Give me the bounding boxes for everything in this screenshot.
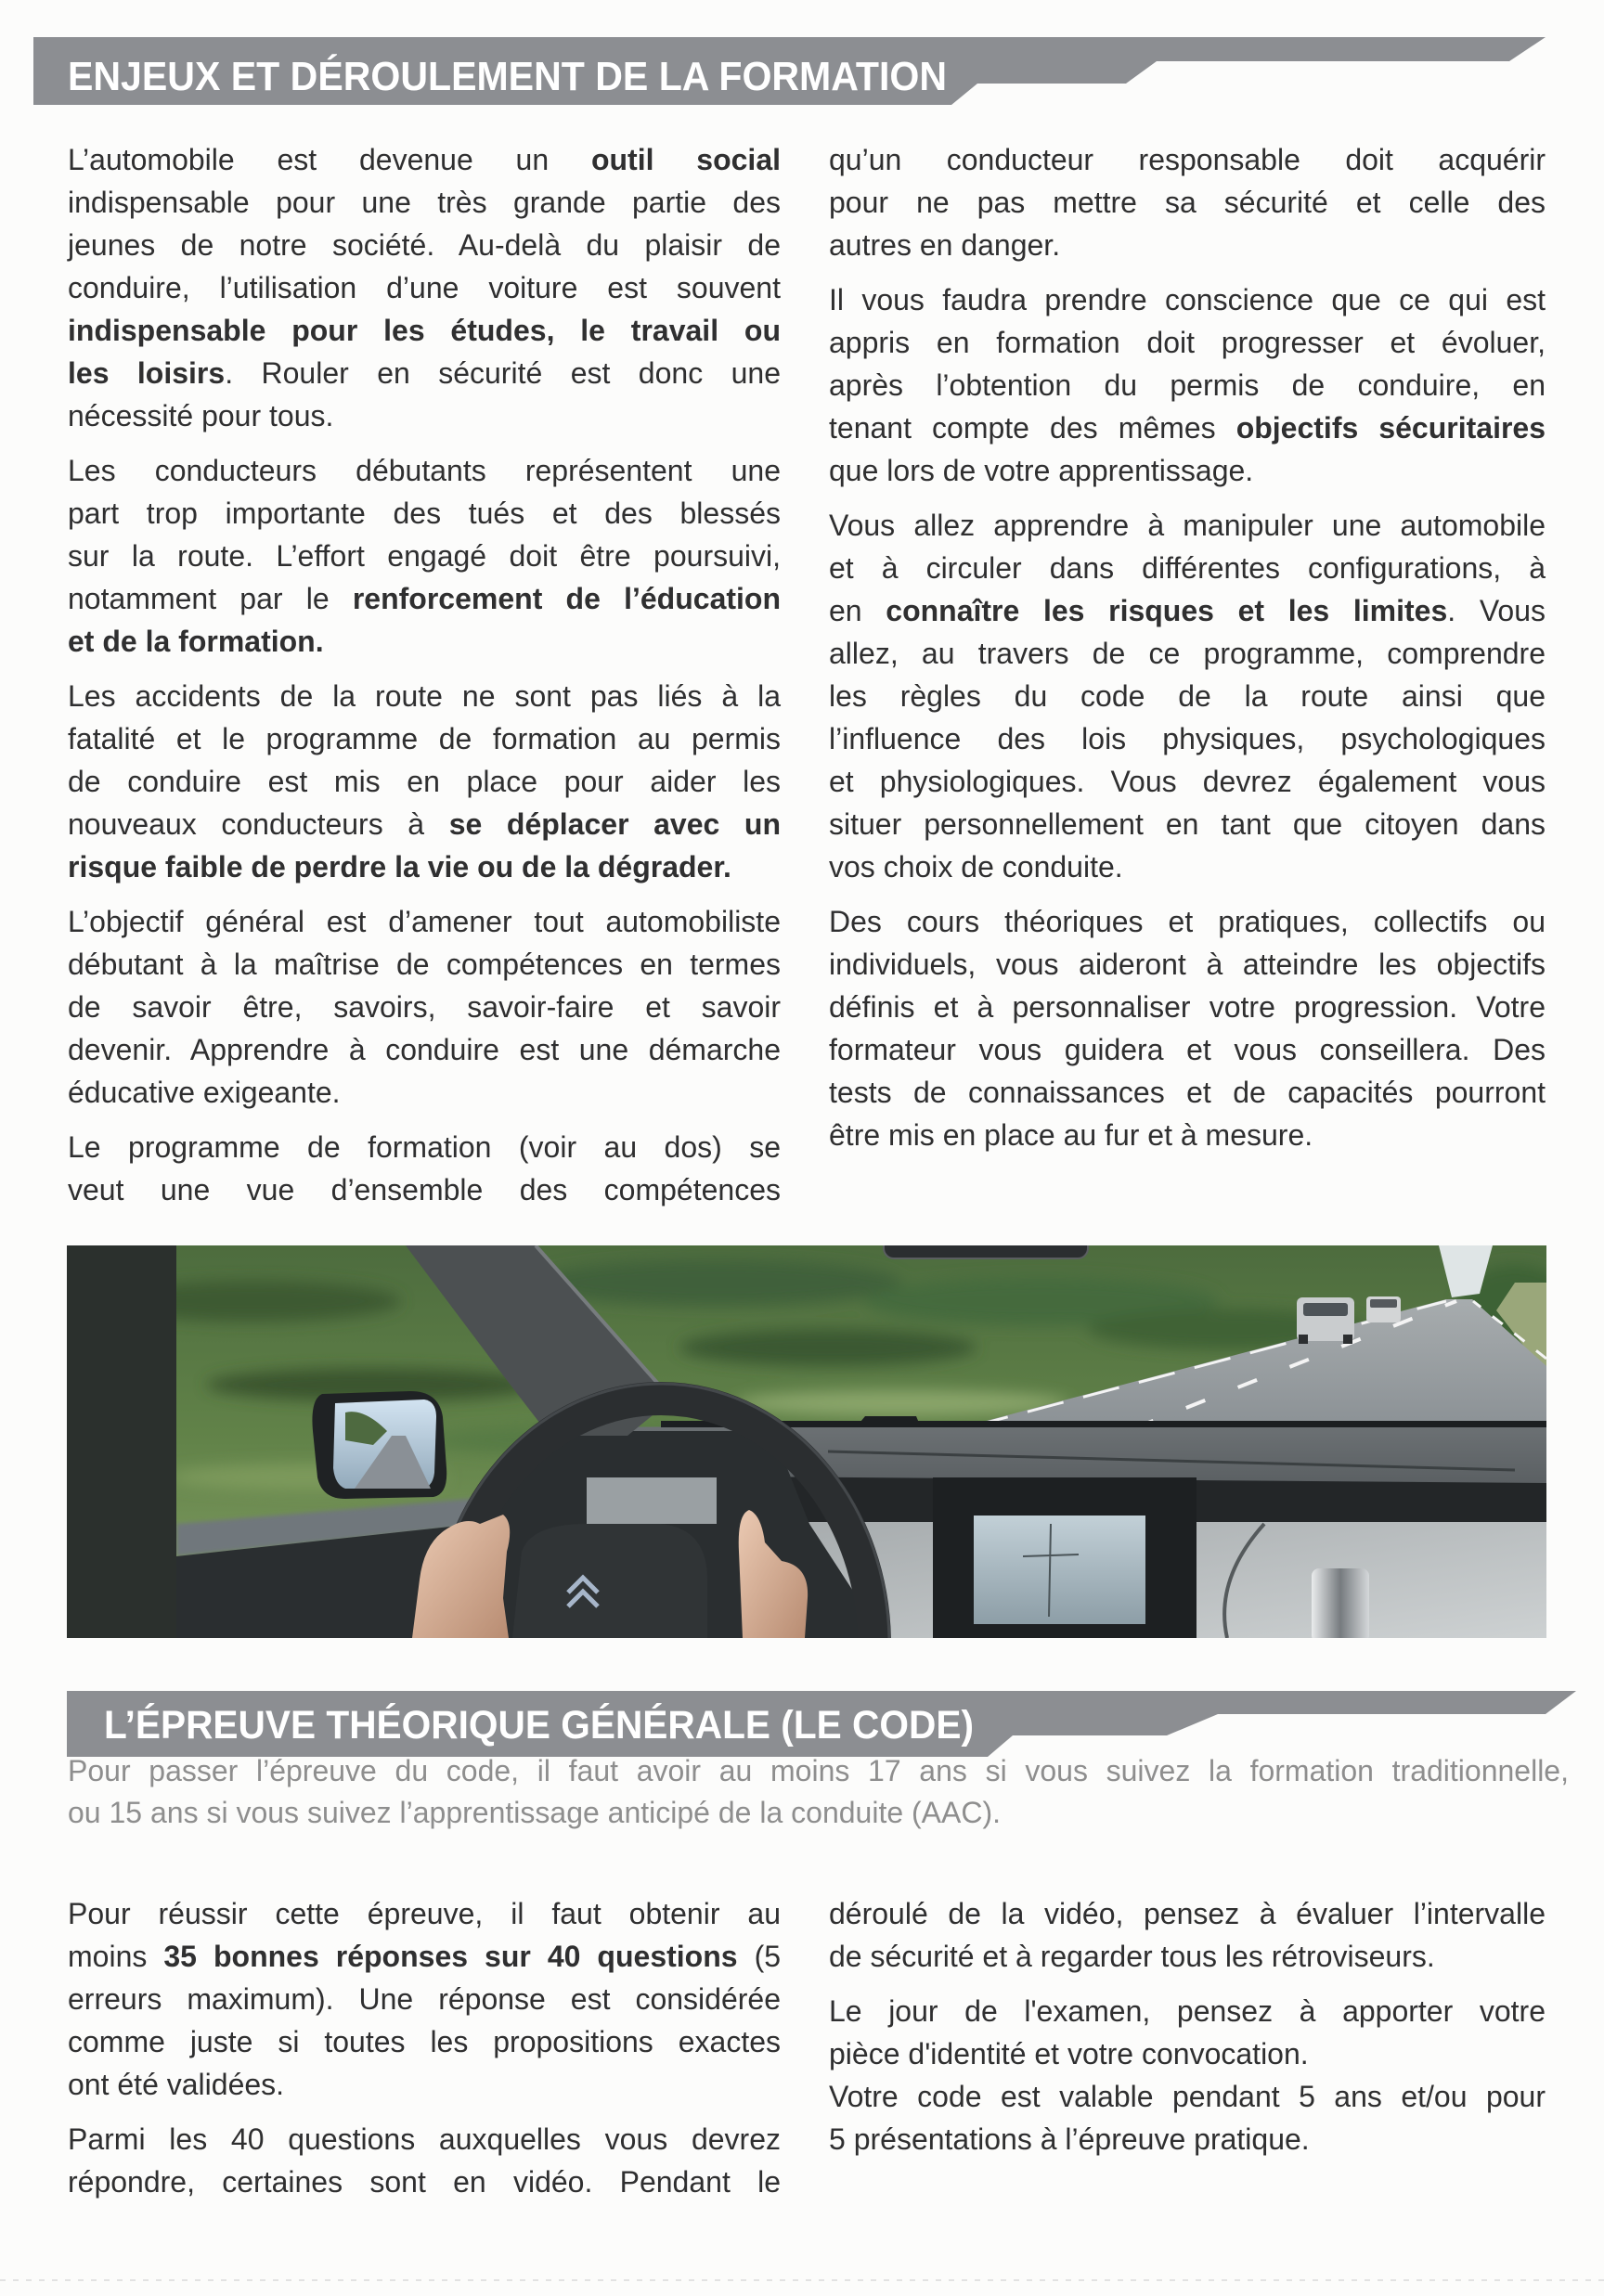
text-line <box>829 138 1546 181</box>
bold-text: se déplacer avec un <box>448 807 781 841</box>
text-line <box>829 181 1546 224</box>
text-line-content <box>68 803 781 845</box>
text-line-content <box>68 675 781 717</box>
text-line <box>68 535 781 577</box>
bold-text: et de la formation. <box>68 625 324 658</box>
text-line <box>68 675 781 717</box>
text-line <box>829 2075 1546 2118</box>
text-segment: appris en formation doit progresser et évoluer, <box>829 326 1546 359</box>
text-line <box>829 803 1546 845</box>
text-line-content <box>829 717 1546 760</box>
text-line <box>68 1792 1569 1834</box>
text-line <box>68 352 781 394</box>
paragraph <box>68 2118 781 2203</box>
text-line <box>829 1028 1546 1071</box>
text-segment: Des cours théoriques et pratiques, collectifs ou <box>829 905 1546 938</box>
text-line <box>829 760 1546 803</box>
text-line <box>829 632 1546 675</box>
text-line <box>829 1071 1546 1114</box>
text-line <box>68 986 781 1028</box>
text-segment: après l’obtention du permis de conduire, en <box>829 368 1546 402</box>
text-line <box>68 1126 781 1168</box>
text-line-content <box>829 986 1546 1028</box>
text-line <box>68 2020 781 2063</box>
text-line-content <box>829 675 1546 717</box>
side-mirror <box>312 1391 446 1499</box>
text-line-content <box>68 2161 781 2203</box>
text-line-content <box>68 900 781 943</box>
text-segment: qu’un conducteur responsable doit acquérir <box>829 143 1546 176</box>
bold-text: outil social <box>590 143 782 176</box>
text-line <box>68 900 781 943</box>
text-segment: comme juste si toutes les propositions exactes <box>68 2025 781 2058</box>
section-intro <box>68 1750 1569 1834</box>
column-left <box>68 1892 781 2203</box>
text-segment: erreurs maximum). Une réponse est considérée <box>68 1982 781 2016</box>
text-line <box>829 675 1546 717</box>
text-segment: de sécurité et à regarder tous les rétroviseurs. <box>829 1940 1435 1973</box>
instrument-cluster <box>587 1477 717 1524</box>
text-segment: Parmi les 40 questions auxquelles vous devrez <box>68 2122 781 2156</box>
text-segment: Pour réussir cette épreuve, il faut obtenir au <box>68 1897 781 1930</box>
text-segment: notamment par le <box>68 582 353 615</box>
bold-text: renforcement de l’éducation <box>352 582 781 615</box>
text-line <box>68 2161 781 2203</box>
bold-text: connaître les risques et les limites <box>886 594 1448 627</box>
text-segment: jeunes de notre société. Au-delà du plaisir de <box>68 228 781 262</box>
section-banner-enjeux <box>0 0 1604 121</box>
text-line-content <box>68 1978 781 2020</box>
text-line-content <box>829 321 1546 364</box>
text-line <box>68 1168 781 1211</box>
paragraph <box>829 138 1546 266</box>
text-segment: répondre, certaines sont en vidéo. Pendant le <box>68 2165 781 2199</box>
text-line-content <box>68 943 781 986</box>
text-segment: nécessité pour tous. <box>68 399 334 432</box>
text-line-content <box>829 632 1546 675</box>
text-segment: vos choix de conduite. <box>829 850 1123 884</box>
rearview-mirror <box>884 1245 1088 1258</box>
text-line <box>68 1071 781 1114</box>
text-line <box>829 1935 1546 1978</box>
text-segment: allez, au travers de ce programme, comprendre <box>829 637 1546 670</box>
text-line-content <box>829 181 1546 224</box>
section-title: ENJEUX ET DÉROULEMENT DE LA FORMATION <box>68 54 1010 99</box>
text-line-content <box>829 943 1546 986</box>
paragraph <box>68 1892 781 2106</box>
text-line <box>68 1750 1569 1792</box>
text-segment: sur la route. L’effort engagé doit être poursuivi, <box>68 539 781 573</box>
paragraph <box>68 675 781 888</box>
text-segment: de savoir être, savoirs, savoir-faire et savoir <box>68 990 781 1024</box>
text-line <box>68 309 781 352</box>
text-line <box>829 1114 1546 1156</box>
bold-text: les loisirs <box>68 356 226 390</box>
text-line <box>68 1978 781 2020</box>
text-line <box>68 492 781 535</box>
text-segment: L’objectif général est d’amener tout automobiliste <box>68 905 781 938</box>
text-line-content <box>68 1750 1569 1792</box>
text-line-content <box>829 2118 1310 2161</box>
text-segment: de conduire est mis en place pour aider les <box>68 765 781 798</box>
oncoming-car <box>1366 1296 1401 1322</box>
text-line <box>829 547 1546 589</box>
text-line-content <box>829 1028 1546 1071</box>
text-line <box>829 504 1546 547</box>
text-line-content <box>68 845 731 888</box>
steering-wheel-hub <box>512 1524 707 1638</box>
text-segment: définis et à personnaliser votre progression. Votre <box>829 990 1546 1024</box>
text-line-content <box>829 504 1546 547</box>
door-frame <box>67 1245 176 1638</box>
text-line <box>68 577 781 620</box>
text-line-content <box>68 1126 781 1168</box>
column-right <box>829 1892 1546 2161</box>
oncoming-car <box>1297 1297 1354 1344</box>
text-line-content <box>829 1071 1546 1114</box>
text-line-content <box>68 986 781 1028</box>
wiper-arm <box>856 1416 921 1427</box>
text-line-content <box>68 224 781 266</box>
paragraph <box>68 138 781 437</box>
text-segment: autres en danger. <box>829 228 1061 262</box>
text-line-content <box>68 1892 781 1935</box>
text-line <box>829 986 1546 1028</box>
text-segment: tenant compte des mêmes <box>829 411 1236 445</box>
text-line <box>829 364 1546 406</box>
text-segment: les règles du code de la route ainsi que <box>829 679 1546 713</box>
text-segment: nouveaux conducteurs à <box>68 807 449 841</box>
navigation-screen <box>974 1516 1145 1624</box>
text-line-content <box>829 1114 1313 1156</box>
driving-lesson-photo <box>67 1245 1546 1638</box>
text-line-content <box>829 589 1546 632</box>
text-segment: Votre code est valable pendant 5 ans et/ou pour <box>829 2080 1546 2113</box>
text-line-content <box>68 138 781 181</box>
text-line-content <box>68 1071 341 1114</box>
text-segment: (5 <box>737 1940 782 1973</box>
text-segment: individuels, vous aideront à atteindre les objectifs <box>829 948 1546 981</box>
text-segment: Vous allez apprendre à manipuler une automobile <box>829 509 1546 542</box>
tree-blur <box>679 1329 977 1366</box>
text-segment: formateur vous guidera et vous conseillera. Des <box>829 1033 1546 1066</box>
text-line <box>829 449 1546 492</box>
column-right <box>829 138 1546 1156</box>
text-segment: indispensable pour une très grande partie des <box>68 186 781 219</box>
text-line-content <box>68 760 781 803</box>
text-line <box>68 760 781 803</box>
text-segment: devenir. Apprendre à conduire est une démarche <box>68 1033 781 1066</box>
text-segment: L’automobile est devenue un <box>68 143 591 176</box>
text-segment: part trop importante des tués et des blessés <box>68 497 781 530</box>
text-line-content <box>68 1028 781 1071</box>
text-line-content <box>829 138 1546 181</box>
text-segment: veut une vue d’ensemble des compétences <box>68 1173 781 1206</box>
text-line <box>68 1892 781 1935</box>
text-line <box>829 589 1546 632</box>
bold-text: indispensable pour les études, le travail ou <box>68 314 781 347</box>
text-line <box>68 2118 781 2161</box>
text-line-content <box>68 394 333 437</box>
text-segment: pièce d'identité et votre convocation. <box>829 2037 1309 2070</box>
text-line-content <box>68 2063 284 2106</box>
paragraph <box>68 449 781 663</box>
text-line-content <box>68 620 324 663</box>
text-line <box>829 321 1546 364</box>
text-segment: 5 présentations à l’épreuve pratique. <box>829 2122 1310 2156</box>
text-line <box>68 181 781 224</box>
text-line-content <box>829 845 1123 888</box>
paragraph <box>829 900 1546 1156</box>
text-line-content <box>68 309 781 352</box>
text-line <box>829 278 1546 321</box>
text-line-content <box>829 2032 1309 2075</box>
paragraph <box>829 1990 1546 2075</box>
text-line-content <box>829 1892 1546 1935</box>
text-line-content <box>68 2118 781 2161</box>
paragraph <box>829 1892 1546 1978</box>
text-segment: éducative exigeante. <box>68 1076 341 1109</box>
text-segment: ou 15 ans si vous suivez l’apprentissage anticipé de la conduite (AAC). <box>68 1796 1002 1829</box>
text-line-content <box>829 278 1546 321</box>
text-line-content <box>829 449 1253 492</box>
paragraph <box>68 1750 1569 1834</box>
text-line-content <box>68 2020 781 2063</box>
text-line-content <box>829 803 1546 845</box>
text-segment: . Rouler en sécurité est donc une <box>225 356 782 390</box>
door-handle <box>1312 1568 1369 1638</box>
text-line-content <box>68 1935 781 1978</box>
text-line <box>829 224 1546 266</box>
text-line-content <box>829 364 1546 406</box>
text-line <box>829 406 1546 449</box>
text-line <box>68 620 781 663</box>
text-segment: et à circuler dans différentes configurations, à <box>829 551 1546 585</box>
text-line <box>68 717 781 760</box>
text-segment: que lors de votre apprentissage. <box>829 454 1254 487</box>
text-line-content <box>68 266 781 309</box>
tree-blur <box>531 1259 902 1306</box>
paragraph <box>68 900 781 1114</box>
text-line-content <box>68 181 781 224</box>
text-line-content <box>829 224 1060 266</box>
text-line <box>68 394 781 437</box>
text-segment: Il vous faudra prendre conscience que ce qui est <box>829 283 1546 316</box>
text-line <box>68 1935 781 1978</box>
section-title: L’ÉPREUVE THÉORIQUE GÉNÉRALE (LE CODE) <box>104 1703 974 1748</box>
text-line-content <box>829 900 1546 943</box>
text-segment: débutant à la maîtrise de compétences en termes <box>68 948 781 981</box>
text-line <box>68 266 781 309</box>
text-segment: déroulé de la vidéo, pensez à évaluer l’intervalle <box>829 1897 1546 1930</box>
text-line <box>68 803 781 845</box>
text-segment: Le jour de l'examen, pensez à apporter votre <box>829 1994 1546 2028</box>
text-segment: Les conducteurs débutants représentent une <box>68 454 781 487</box>
text-segment: situer personnellement en tant que citoyen dans <box>829 807 1546 841</box>
text-segment: l’influence des lois physiques, psychologiques <box>829 722 1546 755</box>
paragraph <box>829 504 1546 888</box>
bold-text: objectifs sécuritaires <box>1235 411 1546 445</box>
text-line <box>68 1028 781 1071</box>
text-line-content <box>68 577 781 620</box>
column-left <box>68 138 781 1211</box>
text-line-content <box>829 547 1546 589</box>
text-line <box>829 2118 1546 2161</box>
text-segment: en <box>829 594 886 627</box>
text-line <box>68 224 781 266</box>
text-line <box>829 717 1546 760</box>
text-line <box>68 2063 781 2106</box>
bold-text: 35 bonnes réponses sur 40 questions <box>163 1940 738 1973</box>
text-line <box>829 845 1546 888</box>
text-segment: être mis en place au fur et à mesure. <box>829 1118 1313 1152</box>
paragraph <box>829 278 1546 492</box>
text-line-content <box>68 717 781 760</box>
paragraph <box>829 2075 1546 2161</box>
text-line-content <box>68 492 781 535</box>
text-line-content <box>68 1168 781 1211</box>
text-segment: ont été validées. <box>68 2068 285 2101</box>
text-line <box>829 1892 1546 1935</box>
text-line <box>68 449 781 492</box>
text-line <box>829 900 1546 943</box>
text-line-content <box>68 535 781 577</box>
text-segment: . Vous <box>1447 594 1546 627</box>
text-line <box>68 845 781 888</box>
text-segment: et physiologiques. Vous devrez également vous <box>829 765 1546 798</box>
text-line <box>829 2032 1546 2075</box>
text-line <box>829 1990 1546 2032</box>
paragraph <box>68 1126 781 1211</box>
text-line-content <box>68 352 781 394</box>
text-segment: conduire, l’utilisation d’une voiture est souvent <box>68 271 781 304</box>
page-edge-line <box>0 2279 1604 2281</box>
text-segment: Les accidents de la route ne sont pas liés à la <box>68 679 781 713</box>
text-line <box>829 943 1546 986</box>
text-line-content <box>829 760 1546 803</box>
text-segment: tests de connaissances et de capacités pourront <box>829 1076 1546 1109</box>
text-segment: Pour passer l’épreuve du code, il faut avoir au moins 17 ans si vous suivez la formation traditionnelle, <box>68 1754 1569 1787</box>
text-segment: fatalité et le programme de formation au permis <box>68 722 781 755</box>
bold-text: risque faible de perdre la vie ou de la dégrader. <box>68 850 731 884</box>
text-line <box>68 943 781 986</box>
text-line <box>68 138 781 181</box>
text-line-content <box>68 449 781 492</box>
text-segment: pour ne pas mettre sa sécurité et celle des <box>829 186 1546 219</box>
text-segment: moins <box>68 1940 164 1973</box>
text-segment: Le programme de formation (voir au dos) se <box>68 1130 781 1164</box>
wiper <box>661 1421 1546 1427</box>
text-line-content <box>829 1935 1435 1978</box>
text-line-content <box>829 2075 1546 2118</box>
text-line-content <box>829 406 1546 449</box>
text-line-content <box>68 1792 1001 1834</box>
text-line-content <box>829 1990 1546 2032</box>
